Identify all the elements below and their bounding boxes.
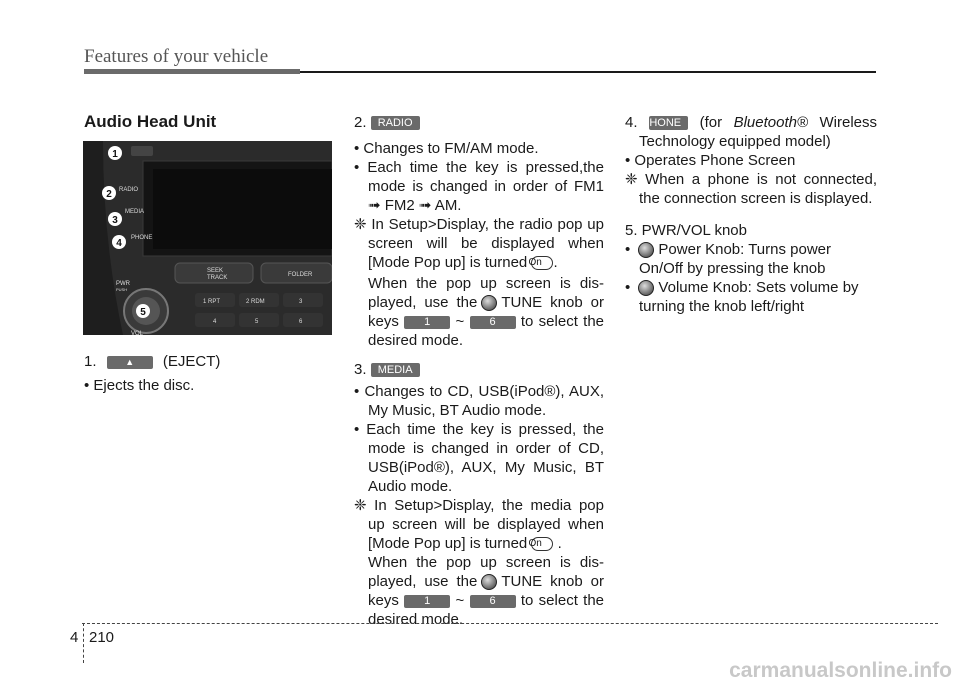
footer-divider [83,623,84,663]
watermark: carmanualsonline.info [729,659,952,682]
key-1-icon: 1 [404,595,450,608]
photo-label-radio: RADIO [119,187,139,193]
item-4-bullet: • Operates Phone Screen [625,152,796,169]
item-5-bullet-2: • Volume Knob: Sets volume by turning the knob left/right [625,279,859,315]
key-6-icon: 6 [470,316,516,329]
photo-label-phone: PHONE [131,235,153,241]
svg-text:6: 6 [299,319,303,325]
eject-key-icon: ▲ [107,356,153,369]
item-2-bullet-1: • Changes to FM/AM mode. [354,140,539,157]
page-number: 210 [89,629,115,646]
header-bar [84,69,300,74]
audio-head-unit-photo [83,141,332,335]
media-key-icon: MEDIA [371,363,420,377]
section-title: Audio Head Unit [84,112,217,131]
item-1-number: 1. [84,353,97,370]
callout-5: 5 [140,307,146,318]
radio-key-icon: RADIO [371,116,420,130]
item-5-bullet-1: • Power Knob: Turns power On/Off by pressing the knob [625,241,832,277]
item-3-bullet-2: • Each time the key is pressed, the mode is changed in order of CD, USB(iPod®), AUX, My Music, BT Audio mode. [354,421,604,495]
photo-label-seek: SEEK [207,268,224,274]
item-3-bullet-1: • Changes to CD, USB(iPod®), AUX, My Music, BT Audio mode. [354,383,604,419]
pwr-knob-icon [638,242,654,258]
header-rule [300,71,876,73]
key-6-icon: 6 [470,595,516,608]
callout-1: 1 [112,149,118,160]
item-2-note: ❈ In Setup>Display, the radio pop up screen will be displayed when [Mode Pop up] is turned On . [354,216,604,271]
photo-label-vol: VOL [131,331,144,335]
svg-text:1 RPT: 1 RPT [203,299,221,305]
page-header-title: Features of your vehicle [84,46,269,67]
item-2-number: 2. [354,114,367,131]
on-switch-icon: On [531,256,553,270]
key-1-icon: 1 [404,316,450,329]
item-1-label: (EJECT) [162,353,221,370]
item-2-heading [354,113,604,132]
on-switch-icon: On [531,537,553,551]
item-3-heading [354,360,604,379]
item-4-note: ❈ When a phone is not connected, the connection screen is displayed. [625,171,877,207]
vol-knob-icon [638,280,654,296]
item-1-eject [84,352,332,371]
item-5-heading: 5. PWR/VOL knob [625,222,747,239]
callout-2: 2 [106,189,112,200]
chapter-number: 4 [70,629,79,646]
svg-text:TRACK: TRACK [207,275,228,281]
phone-key-icon: PHONE [649,116,688,130]
photo-label-pwr: PWR [116,281,130,287]
svg-text:3: 3 [299,299,303,305]
tune-knob-icon [481,574,497,590]
footer-rule [82,623,938,624]
item-4-heading: 4. PHONE (for Bluetooth® Wireless Technology equipped model) [625,114,878,150]
svg-text:PUSH: PUSH [116,287,128,292]
item-3-note-cont: When the pop up screen is dis-played, use the TUNE knob or keys 1 ~ 6 to select the desired mode. [368,554,605,628]
photo-label-folder: FOLDER [288,272,313,278]
item-3-number: 3. [354,361,367,378]
callout-4: 4 [116,238,122,249]
svg-text:4: 4 [213,319,217,325]
svg-text:2 RDM: 2 RDM [246,299,265,305]
item-1-bullet: • Ejects the disc. [84,377,195,394]
item-3-note: ❈ In Setup>Display, the media pop up screen will be displayed when [Mode Pop up] is turned On . [354,497,604,552]
svg-text:5: 5 [255,319,259,325]
photo-label-media: MEDIA [125,209,145,215]
callout-3: 3 [112,215,118,226]
item-2-note-cont: When the pop up screen is dis-played, use the TUNE knob or keys 1 ~ 6 to select the desired mode. [368,275,605,349]
item-2-bullet-2: • Each time the key is pressed,the mode is changed in order of FM1 ➟ FM2 ➟ AM. [354,159,604,214]
tune-knob-icon [481,295,497,311]
